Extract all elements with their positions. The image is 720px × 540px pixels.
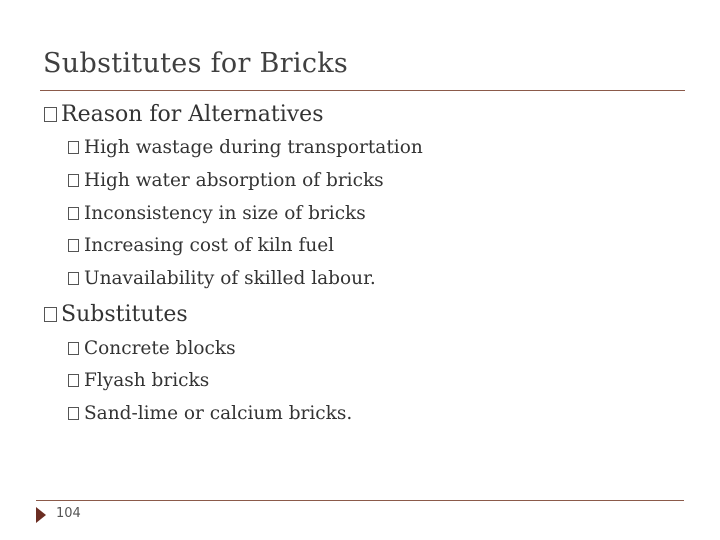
section-heading-text: Reason for Alternatives <box>61 102 324 127</box>
footer-arrow-icon <box>36 507 46 523</box>
list-item <box>68 370 209 391</box>
page-number: 104 <box>56 506 81 521</box>
section-heading-text: Substitutes <box>61 302 188 327</box>
list-item-text: High wastage during transportation <box>84 137 423 158</box>
list-item <box>68 268 376 289</box>
list-item-text: Flyash bricks <box>84 370 210 391</box>
list-item-text: Increasing cost of kiln fuel <box>84 235 335 256</box>
section-heading-substitutes <box>44 302 188 327</box>
list-item-text: Inconsistency in size of bricks <box>84 203 366 224</box>
bullet-box-icon <box>68 342 79 355</box>
list-item-text: Sand-lime or calcium bricks. <box>84 403 353 424</box>
footer-divider <box>36 500 684 501</box>
slide-title: Substitutes for Bricks <box>43 48 349 79</box>
list-item <box>68 170 384 191</box>
bullet-box-icon <box>68 174 79 187</box>
bullet-box-icon <box>68 207 79 220</box>
title-divider <box>40 90 685 91</box>
list-item-text: Unavailability of skilled labour. <box>84 268 376 289</box>
list-item <box>68 338 236 359</box>
list-item <box>68 137 423 158</box>
bullet-box-icon <box>68 272 79 285</box>
bullet-box-icon <box>44 307 57 322</box>
list-item <box>68 235 334 256</box>
bullet-box-icon <box>44 107 57 122</box>
bullet-box-icon <box>68 141 79 154</box>
list-item-text: High water absorption of bricks <box>84 170 384 191</box>
bullet-box-icon <box>68 407 79 420</box>
bullet-box-icon <box>68 374 79 387</box>
section-heading-reasons <box>44 102 324 127</box>
bullet-box-icon <box>68 239 79 252</box>
list-item-text: Concrete blocks <box>84 338 236 359</box>
list-item <box>68 403 352 424</box>
list-item <box>68 203 366 224</box>
